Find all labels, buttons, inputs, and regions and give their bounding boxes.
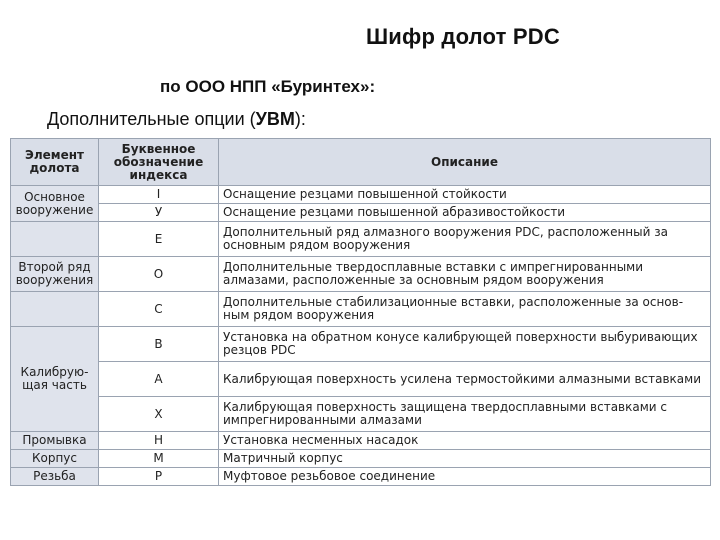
element-cell: Основное вооружение bbox=[11, 186, 99, 222]
description-cell: Оснащение резцами повышенной стойкости bbox=[219, 186, 711, 204]
table-row bbox=[11, 327, 711, 362]
element-cell: Второй ряд вооружения bbox=[11, 257, 99, 292]
code-cell: Х bbox=[99, 397, 219, 432]
table-row bbox=[11, 257, 711, 292]
table-header-row bbox=[11, 139, 711, 186]
description-cell: Дополнительные стабилизационные вставки, расположенные за основ-ным рядом вооружения bbox=[219, 292, 711, 327]
options-suffix: ): bbox=[294, 109, 306, 129]
options-prefix: Дополнительные опции ( bbox=[47, 109, 256, 129]
code-cell: В bbox=[99, 327, 219, 362]
table-row bbox=[11, 362, 711, 397]
description-cell: Калибрующая поверхность усилена термостойкими алмазными вставками bbox=[219, 362, 711, 397]
element-cell: Калибрую-щая часть bbox=[11, 327, 99, 432]
table-row bbox=[11, 222, 711, 257]
table-row bbox=[11, 204, 711, 222]
element-cell: Резьба bbox=[11, 468, 99, 486]
element-cell bbox=[11, 222, 99, 257]
table-row bbox=[11, 450, 711, 468]
table-row bbox=[11, 397, 711, 432]
table-row bbox=[11, 292, 711, 327]
element-cell bbox=[11, 292, 99, 327]
page-title: Шифр долот PDC bbox=[365, 24, 560, 49]
code-cell: Е bbox=[99, 222, 219, 257]
description-cell: Установка несменных насадок bbox=[219, 432, 711, 450]
description-cell: Дополнительный ряд алмазного вооружения PDC, расположенный за основным рядом вооружения bbox=[219, 222, 711, 257]
code-cell: М bbox=[99, 450, 219, 468]
column-header-code: Буквенное обозначение индекса bbox=[99, 139, 219, 186]
page-subtitle: по ООО НПП «Буринтех»: bbox=[160, 77, 376, 96]
element-cell: Корпус bbox=[11, 450, 99, 468]
column-header-description: Описание bbox=[219, 139, 711, 186]
element-cell: Промывка bbox=[11, 432, 99, 450]
description-cell: Муфтовое резьбовое соединение bbox=[219, 468, 711, 486]
code-cell: Р bbox=[99, 468, 219, 486]
code-cell: У bbox=[99, 204, 219, 222]
description-cell: Оснащение резцами повышенной абразивостойкости bbox=[219, 204, 711, 222]
code-cell: Н bbox=[99, 432, 219, 450]
table-row bbox=[11, 468, 711, 486]
code-cell: С bbox=[99, 292, 219, 327]
description-cell: Калибрующая поверхность защищена твердосплавными вставками с импрегнированными алмазами bbox=[219, 397, 711, 432]
code-cell: О bbox=[99, 257, 219, 292]
column-header-element: Элемент долота bbox=[11, 139, 99, 186]
table-row bbox=[11, 186, 711, 204]
description-cell: Дополнительные твердосплавные вставки с импрегнированными алмазами, расположенные за основным рядом вооружения bbox=[219, 257, 711, 292]
table-row bbox=[11, 432, 711, 450]
options-code: УВМ bbox=[255, 109, 295, 129]
code-cell: А bbox=[99, 362, 219, 397]
code-cell: I bbox=[99, 186, 219, 204]
description-cell: Матричный корпус bbox=[219, 450, 711, 468]
bit-code-table bbox=[10, 138, 711, 486]
options-line bbox=[47, 109, 306, 130]
description-cell: Установка на обратном конусе калибрующей поверхности выбуривающих резцов PDC bbox=[219, 327, 711, 362]
